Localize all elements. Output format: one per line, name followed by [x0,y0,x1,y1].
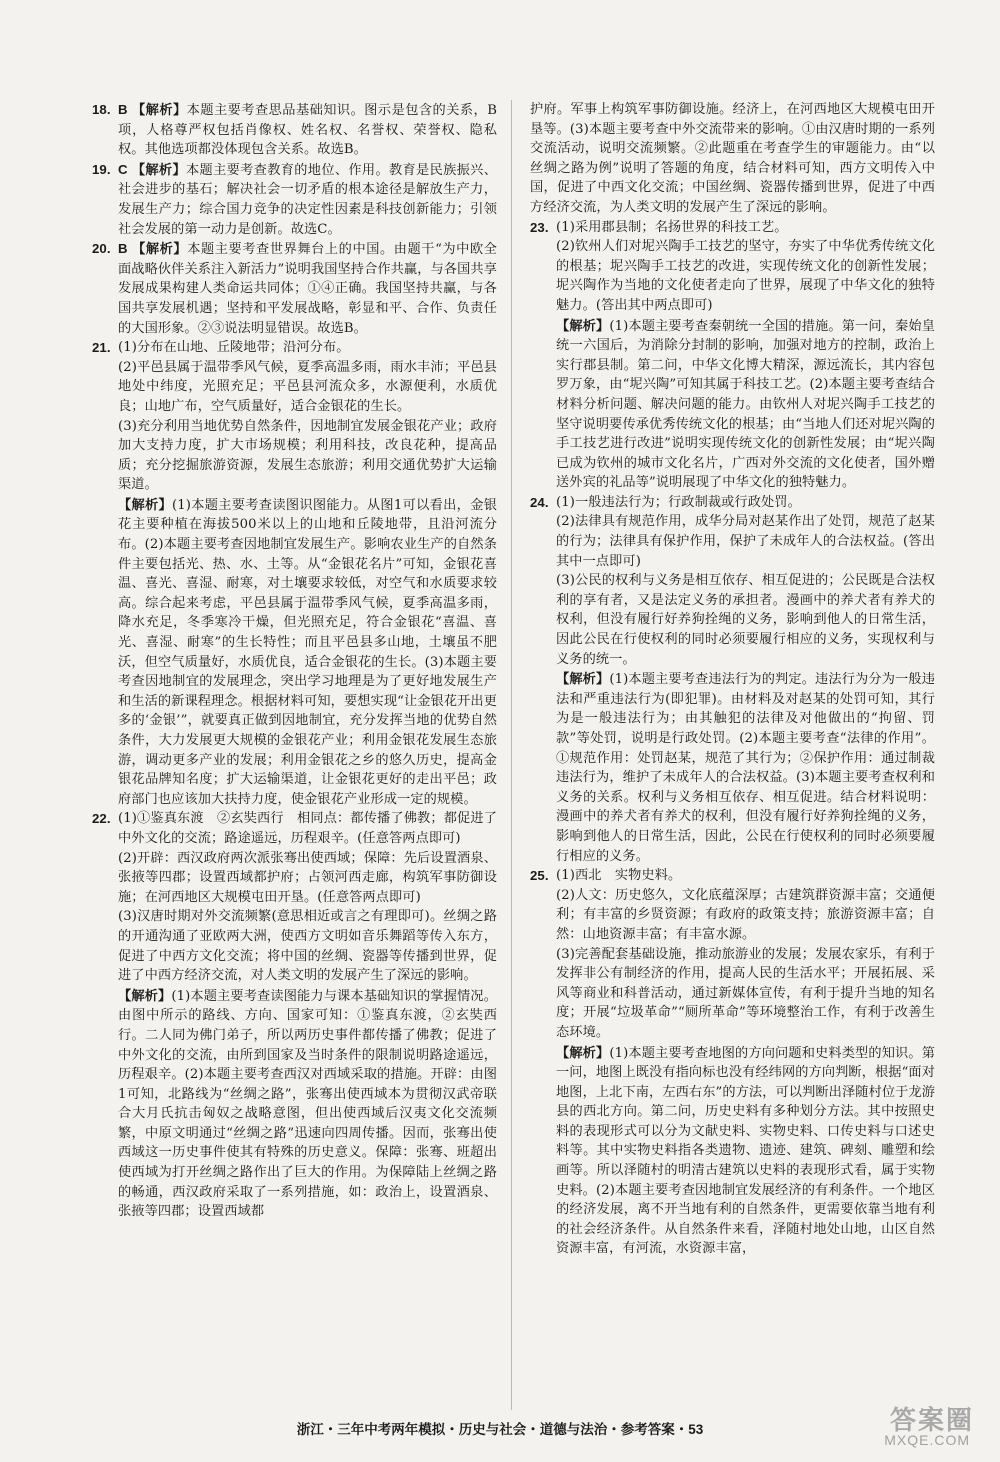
answer-part-2: (2)法律具有规范作用，成华分局对赵某作出了处罚，规范了赵某的行为；法律具有保护作用，保护了未成年人的合法权益。(答出其中一点即可) [556,514,935,569]
question-number: 23. [530,219,549,235]
answer-part-2: (2)钦州人们对坭兴陶手工技艺的坚守，夯实了中华优秀传统文化的根基；坭兴陶手工技艺的改进，实现传统文化的创新性发展；坭兴陶作为当地的文化使者走向了世界，展现了中华文化的独特魅力。(答出其中两点即可) [556,239,935,313]
answer-part-3: (3)完善配套基础设施，推动旅游业的发展；发展农家乐，有利于发挥非公有制经济的作用，提高人民的生活水平；开展拓展、采风等商业和科普活动，通过新媒体宣传，有利于提升当地的知名度；开展“垃圾革命”“厕所革命”等环境整治工作，有利于改善生态环境。 [556,946,935,1040]
answer-part-1: (1)一般违法行为；行政制裁或行政处罚。 [556,494,801,510]
analysis-text: 本题主要考查教育的地位、作用。教育是民族振兴、社会进步的基石；解决社会一切矛盾的根本途径是解放生产力，发展生产力；综合国力竞争的决定性因素是科技创新能力；引领社会发展的第一动力是创新。故选C。 [118,162,497,237]
question-number: 22. [92,811,111,827]
question-number: 24. [530,494,549,510]
question-number: 18. [92,102,111,117]
answer-part-3: (3)公民的权利与义务是相互依存、相互促进的；公民既是合法权利的享有者，又是法定义务的承担者。漫画中的养犬者有养犬的权利，但没有履行好养狗拴绳的义务，影响到他人的日常生活，因此公民在行使权利的同时必须要履行相应的义务，实现权利与义务的统一。 [556,573,935,667]
analysis-tag: 【解析】 [118,496,173,512]
answer-part-1: (1)①鉴真东渡 ②玄奘西行 相同点：都传播了佛教；都促进了中外文化的交流；路途遥远，历程艰辛。(任意答两点即可) [118,811,497,846]
question-19 [92,160,497,239]
analysis-tag: 【解析】 [556,317,610,333]
answer-part-1: (1)分布在山地、丘陵地带；沿河分布。 [118,340,350,356]
analysis-text: (1)本题主要考查读图能力与课本基础知识的掌握情况。由图中所示的路线、方向、国家可知：①鉴真东渡，②玄奘西行。二人同为佛门弟子，所以两历史事件都传播了佛教；促进了中外文化的交流，由所到国家及当时条件的限制说明路途遥远，历程艰辛。(2)本题主要考查西汉对西域采取的措施。开辟：由图1可知，北路线为“丝绸之路”，张骞出使西域本为贯彻汉武帝联合大月氏抗击匈奴之战略意图，但出使西域后汉夷文化交流频繁，中原文明通过“丝绸之路”迅速向四周传播。因而，张骞出使西域这一历史事件使其有特殊的历史意义。保障：张骞、班超出使西域为打开丝绸之路作出了巨大的作用。为保障陆上丝绸之路的畅通，西汉政府采取了一系列措施，如：政治上，设置酒泉、张掖等四郡；设置西域都 [118,988,497,1220]
question-number: 19. [92,161,111,177]
analysis-tag: 【解析】 [131,161,186,177]
analysis-tag: 【解析】 [118,987,172,1003]
page-footer: 浙江・三年中考两年模拟・历史与社会・道德与法治・参考答案・53 [296,1422,704,1437]
analysis-text: (1)本题主要考查读图识图能力。从图1可以看出，金银花主要种植在海拔500米以上的山地和丘陵地带，且沿河流分布。(2)本题主要考查因地制宜发展生产。影响农业生产的自然条件主要包括光、热、水、土等。从“金银花名片”可知，金银花喜温、喜光、喜湿、耐寒，对土壤要求较低，对空气和水质要求较高。综合起来考虑，平邑县属于温带季风气候，夏季高温多雨，降水充足，冬季寒冷干燥，但光照充足，符合金银花“喜温、喜光、喜湿、耐寒”的生长特性；而且平邑县多山地，土壤虽不肥沃，但空气质量好，水质优良，适合金银花的生长。(3)本题主要考查因地制宜的发展理念，突出学习地理是为了更好地发展生产和生活的新课程理念。根据材料可知，要想实现“让金银花开出更多的‘金银’”，就要真正做到因地制宜，充分发挥当地的优势自然条件，大力发展更大规模的金银花产业；利用金银花发展生态旅游，调动更多产业的发展；利用金银花之乡的悠久历史，提高金银花品牌知名度；扩大运输渠道，让金银花更好的走出平邑；政府部门也应该加大扶持力度，使金银花产业形成一定的规模。 [118,497,497,807]
watermark-url: MXQE.COM [884,1432,970,1448]
answer-part-1: (1)采用郡县制；名扬世界的科技工艺。 [556,219,788,235]
answer-part-3: (3)充分利用当地优势自然条件，因地制宜发展金银花产业；政府加大支持力度，扩大市场规模；利用科技，改良花种，提高品质；充分挖掘旅游资源，发展生态旅游；利用交通优势扩大运输渠道。 [118,418,497,493]
analysis-tag: 【解析】 [556,1044,610,1060]
analysis-tag: 【解析】 [131,241,188,257]
column-divider [511,100,512,1410]
right-column [530,100,935,1259]
analysis-text: (1)本题主要考查违法行为的判定。违法行为分为一般违法和严重违法行为(即犯罪)。由材料及对赵某的处罚可知，其行为是一般违法行为；由其触犯的法律及对他做出的“拘留、罚款”等处罚，说明是行政处罚。(2)本题主要考查“法律的作用”。①规范作用：处罚赵某，规范了其行为；②保护作用：通过制裁违法行为，维护了未成年人的合法权益。(3)本题主要考查权利和义务的关系。权利与义务相互依存、相互促进。结合材料说明：漫画中的养犬者有养犬的权利，但没有履行好养狗拴绳的义务，影响到他人的日常生活，因此，公民在行使权利的同时必须要履行相应的义务。 [556,672,935,864]
left-column [92,100,497,1222]
analysis-tag: 【解析】 [131,102,187,117]
question-22-continued: 护府。军事上构筑军事防御设施。经济上，在河西地区大规模屯田开垦等。(3)本题主要考查中外交流带来的影响。①由汉唐时期的一系列交流活动，说明交流频繁。②此题重在考查学生的审题能力。由“以丝绸之路为例”说明了答题的角度，结合材料可知，西方文明传入中国，促进了中西文化交流；中国丝绸、瓷器传播到世界，促进了中西方经济交流，为人类文明的发展产生了深远的影响。 [530,102,935,215]
analysis-text: (1)本题主要考查地图的方向问题和史料类型的知识。第一问，地图上既没有指向标也没有经纬网的方向判断，根据“面对地图，上北下南，左西右东”的方法，可以判断出泽随村位于龙游县的西北方向。第二问，历史史料有多种划分方法。其中按照史料的表现形式可以分为文献史料、实物史料、口传史料与口述史料等。其中实物史料指各类遗物、遗迹、建筑、碑刻、雕塑和绘画等。所以泽随村的明清古建筑以史料的表现形式看，属于实物史料。(2)本题主要考查因地制宜发展经济的有利条件。一个地区的经济发展，离不开当地有利的自然条件，更需要依靠当地有利的社会经济条件。从自然条件来看，泽随村地处山地，山区自然资源丰富，有河流，水资源丰富， [556,1045,935,1257]
question-23 [530,218,935,493]
analysis-text: (1)本题主要考查秦朝统一全国的措施。第一问，秦始皇统一六国后，为消除分封制的影响，加强对地方的控制，政治上实行郡县制。第二问，中华文化博大精深，源远流长，其内容包罗万象，由“坭兴陶”可知其属于科技工艺。(2)本题主要考查结合材料分析问题、解决问题的能力。由钦州人对坭兴陶手工技艺的坚守说明要传承优秀传统文化的根基；由“当地人们还对坭兴陶的手工技艺进行改进”说明实现传统文化的创新性发展；由“坭兴陶已成为钦州的城市文化名片，广西对外交流的文化使者，国外赠送外宾的礼品等”说明展现了中华文化的独特魅力。 [556,318,935,491]
answer-letter: C [118,161,128,177]
analysis-text: 本题主要考查思品基础知识。图示是包含的关系，B项，人格尊严权包括肖像权、姓名权、名誉权、荣誉权、隐私权。其他选项都没体现包含关系。故选B。 [118,103,497,158]
question-number: 21. [92,340,111,356]
answer-letter: B [118,102,128,117]
question-20 [92,239,497,338]
watermark-logo: 答案圈 [889,1405,974,1435]
question-number: 25. [530,868,549,884]
question-22 [92,809,497,1221]
answer-letter: B [118,241,128,257]
answer-part-2: (2)开辟：西汉政府两次派张骞出使西域；保障：先后设置酒泉、张掖等四郡；设置西域都护府；占领河西走廊，构筑军事防御设施；在河西地区大规模屯田开垦。(任意答两点即可) [118,850,497,905]
answer-part-1: (1)西北 实物史料。 [556,868,682,884]
question-24 [530,493,935,866]
watermark [830,1400,980,1456]
question-21 [92,338,497,809]
answer-part-3: (3)汉唐时期对外交流频繁(意思相近或言之有理即可)。丝绸之路的开通沟通了亚欧两大洲，使西方文明如音乐舞蹈等传入东方，促进了中西方文化交流；将中国的丝绸、瓷器等传播到世界，促进了中西方经济交流，对人类文明的发展产生了深远的影响。 [118,909,497,984]
analysis-text: 本题主要考查世界舞台上的中国。由题干“为中欧全面战略伙伴关系注入新活力”说明我国坚持合作共赢，与各国共享发展成果构建人类命运共同体；①④正确。我国坚持共赢，与各国共享发展机遇；坚持和平发展战略，彰显和平、合作、负责任的大国形象。②③说法明显错误。故选B。 [118,242,497,336]
question-25 [530,866,935,1259]
question-18 [92,100,497,160]
analysis-tag: 【解析】 [556,671,610,687]
answer-part-2: (2)人文：历史悠久，文化底蕴深厚；古建筑群资源丰富；交通便利；有丰富的乡贤资源；有政府的政策支持；旅游资源丰富；自然：山地资源丰富；有丰富水源。 [556,887,935,942]
answer-part-2: (2)平邑县属于温带季风气候，夏季高温多雨，雨水丰沛；平邑县地处中纬度，光照充足；平邑县河流众多，水源便利，水质优良；山地广布，空气质量好，适合金银花的生长。 [118,359,497,414]
question-number: 20. [92,241,111,257]
